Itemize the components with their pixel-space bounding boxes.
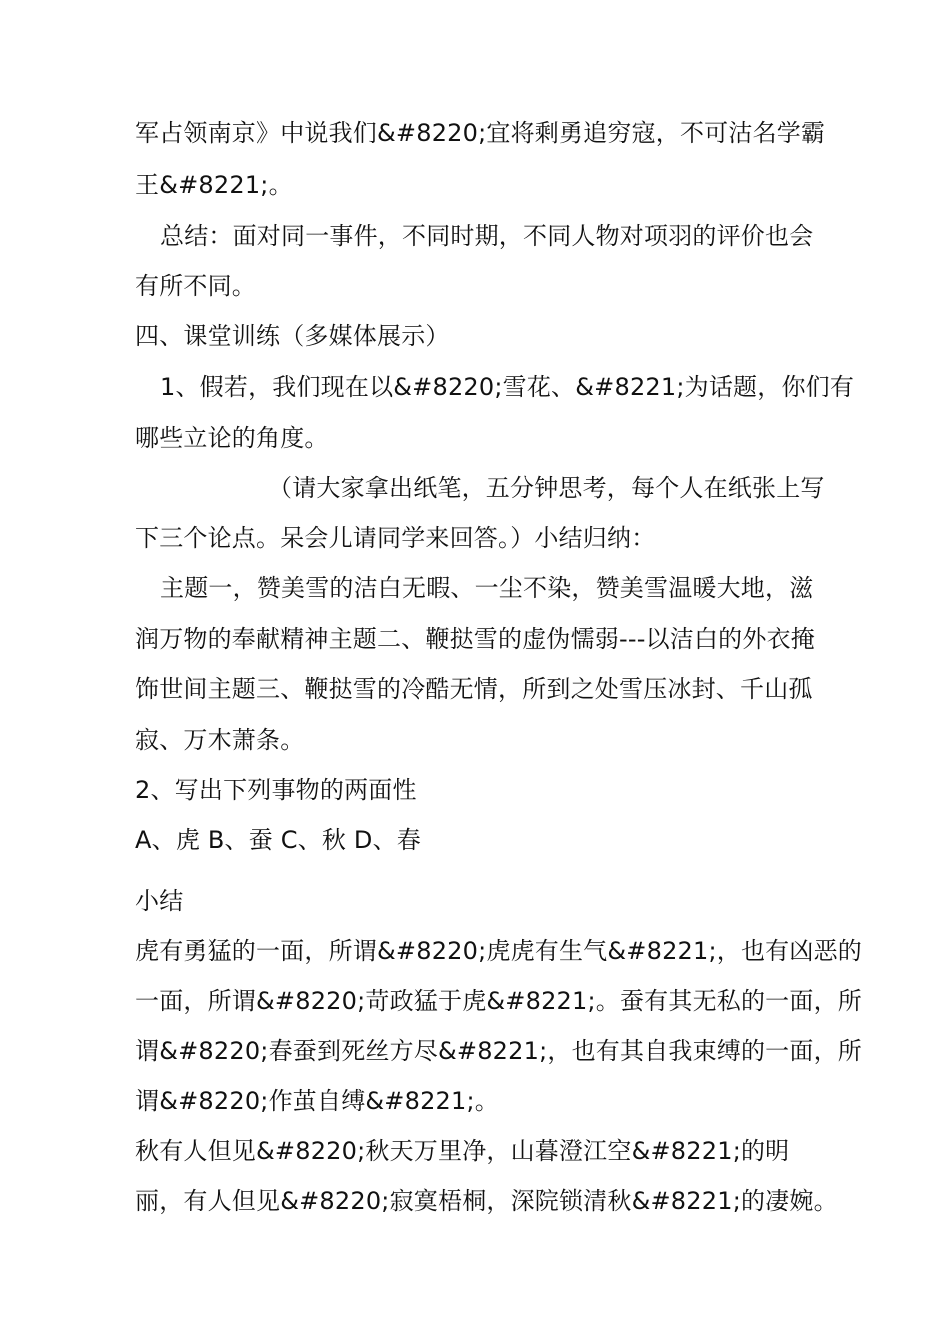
- question-2: 2、写出下列事物的两面性: [135, 776, 417, 804]
- themes-line-2: 润万物的奉献精神主题二、鞭挞雪的虚伪懦弱---以洁白的外衣掩: [135, 625, 815, 653]
- summary-line-4: 谓&#8220;作茧自缚&#8221;。: [135, 1087, 499, 1115]
- summary-line-2: 一面，所谓&#8220;苛政猛于虎&#8221;。蚕有其无私的一面，所: [135, 987, 862, 1015]
- question-1-line-2: 哪些立论的角度。: [135, 424, 329, 452]
- instruction-line-1: （请大家拿出纸笔，五分钟思考，每个人在纸张上写: [268, 474, 825, 502]
- summary-line-1: 虎有勇猛的一面，所谓&#8220;虎虎有生气&#8221;，也有凶恶的: [135, 937, 862, 965]
- themes-line-1: 主题一，赞美雪的洁白无暇、一尘不染，赞美雪温暖大地，滋: [160, 574, 814, 602]
- summary-paragraph-line-2: 有所不同。: [135, 272, 256, 300]
- summary-line-6: 丽，有人但见&#8220;寂寞梧桐，深院锁清秋&#8221;的凄婉。: [135, 1187, 838, 1215]
- text-line-2: 王&#8221;。: [135, 171, 293, 199]
- instruction-line-2: 下三个论点。呆会儿请同学来回答。）小结归纳：: [135, 524, 656, 552]
- summary-heading: 小结: [135, 887, 184, 915]
- themes-line-3: 饰世间主题三、鞭挞雪的冷酷无情，所到之处雪压冰封、千山孤: [135, 675, 813, 703]
- summary-line-3: 谓&#8220;春蚕到死丝方尽&#8221;，也有其自我束缚的一面，所: [135, 1037, 862, 1065]
- summary-paragraph-line-1: 总结：面对同一事件，不同时期，不同人物对项羽的评价也会: [160, 222, 814, 250]
- themes-line-4: 寂、万木萧条。: [135, 726, 305, 754]
- summary-line-5: 秋有人但见&#8220;秋天万里净，山暮澄江空&#8221;的明: [135, 1137, 790, 1165]
- section-heading-classroom-training: 四、课堂训练（多媒体展示）: [135, 322, 450, 350]
- question-1-line-1: 1、假若，我们现在以&#8220;雪花、&#8221;为话题，你们有: [160, 373, 855, 401]
- options-line: A、虎 B、蚕 C、秋 D、春: [135, 826, 422, 854]
- text-line-1: 军占领南京》中说我们&#8220;宜将剩勇追穷寇，不可沽名学霸: [135, 119, 826, 147]
